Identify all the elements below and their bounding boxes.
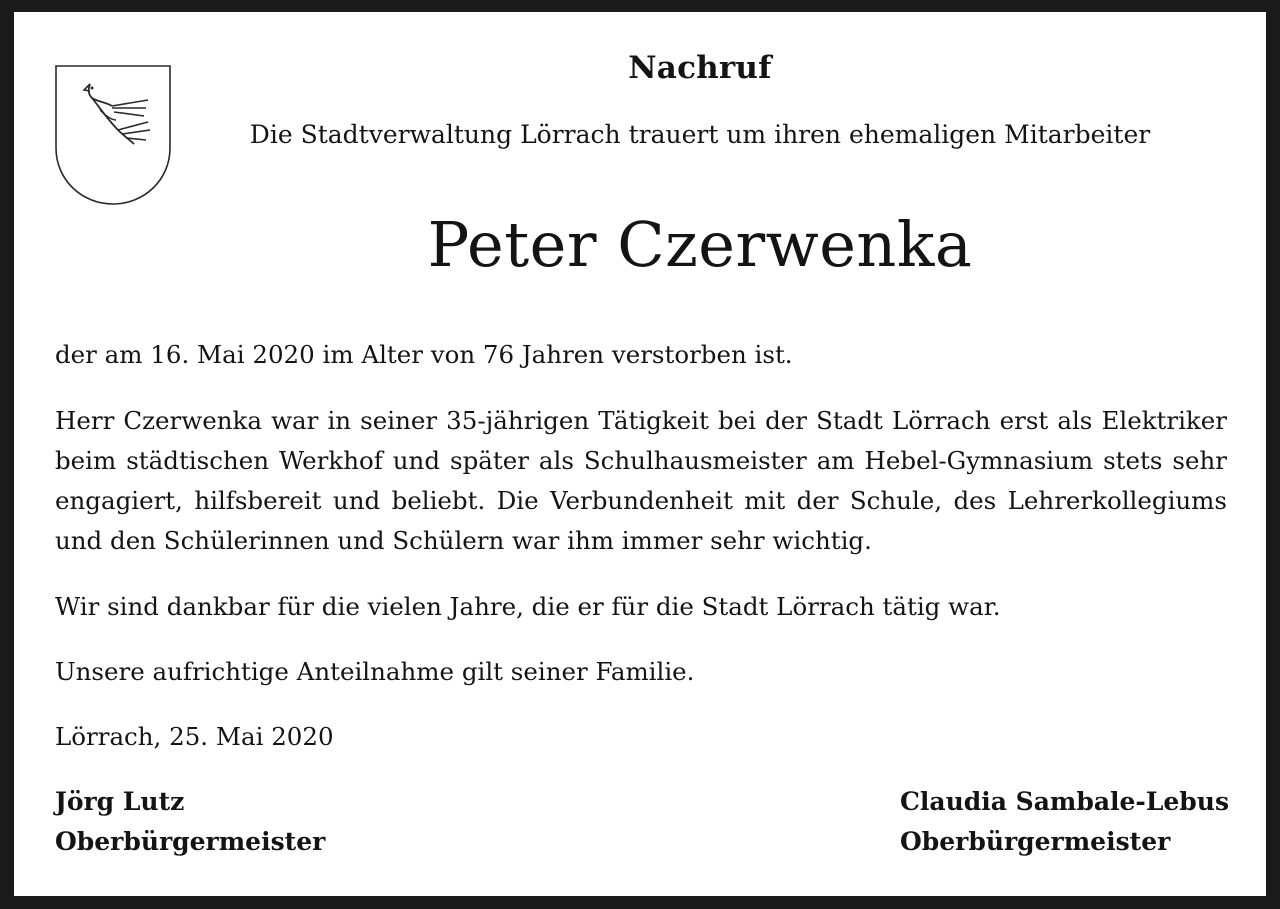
paragraph-death-date: der am 16. Mai 2020 im Alter von 76 Jahren verstorben ist. xyxy=(55,340,793,369)
place-and-date: Lörrach, 25. Mai 2020 xyxy=(55,722,334,751)
obituary-notice xyxy=(14,12,1266,896)
signatory-name: Jörg Lutz xyxy=(55,787,185,816)
paragraph-career: Herr Czerwenka war in seiner 35-jährigen Tätigkeit bei der Stadt Lörrach erst als Elektriker beim städtischen Werkhof und später als Schulhausmeister am Hebel-Gymnasium stets sehr engagiert, hilfsbereit und beliebt. Die Verbundenheit mit der Schule, des Lehrerkollegiums und den Schülerinnen und Schülern war ihm immer sehr wichtig. xyxy=(55,406,1227,555)
signatory-right xyxy=(900,782,1229,862)
paragraph-condolence: Unsere aufrichtige Anteilnahme gilt seiner Familie. xyxy=(55,657,695,686)
paragraph-gratitude: Wir sind dankbar für die vielen Jahre, die er für die Stadt Lörrach tätig war. xyxy=(55,592,1001,621)
signatory-title: Oberbürgermeister xyxy=(900,827,1171,856)
signatory-name: Claudia Sambale-Lebus xyxy=(900,787,1230,816)
signatory-title: Oberbürgermeister xyxy=(55,827,326,856)
notice-subheading: Die Stadtverwaltung Lörrach trauert um ihren ehemaligen Mitarbeiter xyxy=(249,120,1151,149)
signatory-left xyxy=(55,782,325,862)
notice-heading: Nachruf xyxy=(628,50,772,86)
deceased-name: Peter Czerwenka xyxy=(427,208,973,281)
